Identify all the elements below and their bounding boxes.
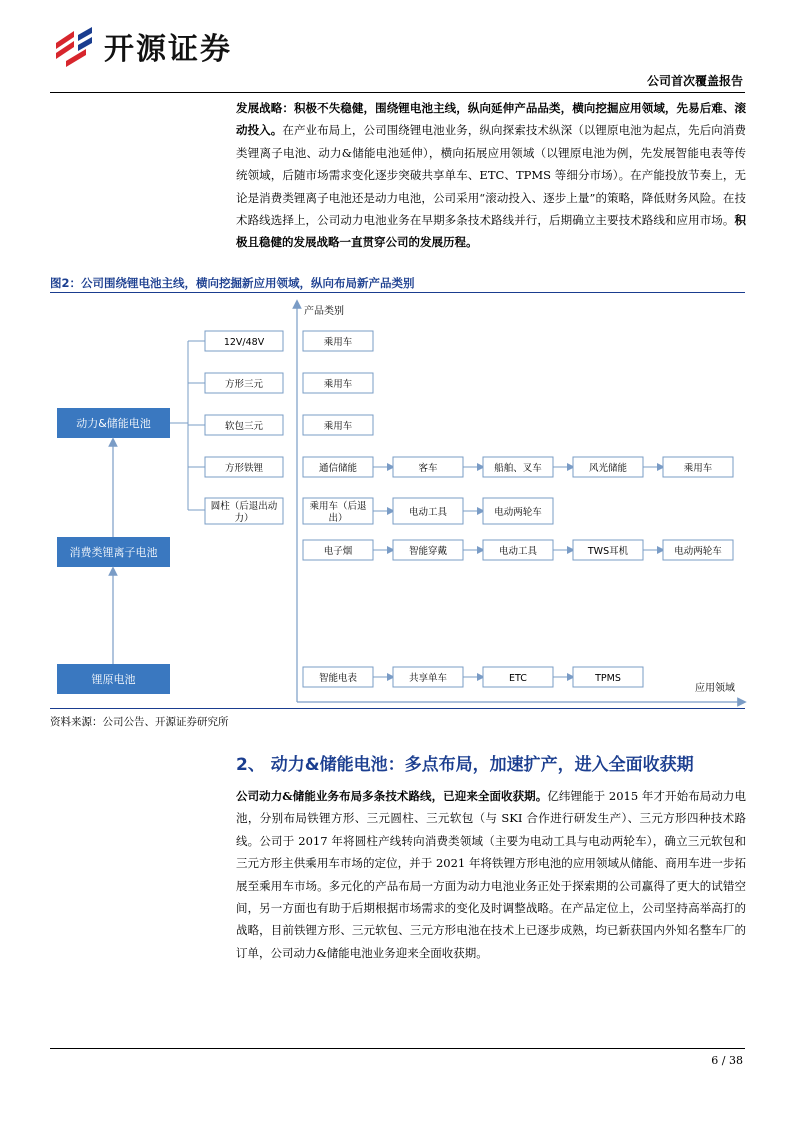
company-logo bbox=[52, 22, 232, 70]
figure-title: 图2：公司围绕锂电池主线，横向挖掘新应用领域，纵向布局新产品类别 bbox=[50, 276, 415, 290]
application-box bbox=[303, 498, 373, 524]
box-label: TPMS bbox=[595, 673, 621, 684]
main-box-power-storage bbox=[57, 408, 170, 438]
box-label: 12V/48V bbox=[223, 337, 265, 348]
company-name: 开源证券 bbox=[104, 32, 232, 67]
main-box-label: 消费类锂离子电池 bbox=[69, 546, 158, 559]
application-box bbox=[663, 540, 733, 560]
box-label: 电动两轮车 bbox=[494, 507, 542, 518]
box-label: 风光储能 bbox=[588, 463, 628, 474]
box-label: 智能电表 bbox=[318, 673, 358, 684]
box-label: 通信储能 bbox=[318, 463, 358, 474]
box-label: 圆柱（后退出动 bbox=[210, 501, 278, 512]
application-box bbox=[483, 498, 553, 524]
section-body: 亿纬锂能于 2015 年才开始布局动力电池，分别布局铁锂方形、三元圆柱、三元软包（与 SKI 合作进行研发生产）、三元方形四种技术路线。公司于 2017 年将圆柱产线转向消费类领域（主要为电动工具与电动两轮车），确立三元软包和三元方形主供乘用车市场的定位，并于 2021 年将铁锂方形电池的应用领域从储能、商用车进一步拓展至乘用车市场。多元化的产品布局一方面为动力电池业务正处于探索期的公司赢得了更大的试错空间，另一方面也有助于后期根据市场需求的变化及时调整战略。在产品定位上，公司坚持高举高打的战略，目前铁锂方形、三元软包、三元方形电池在技术上已逐步成熟，均已新获国内外知名整车厂的订单，公司动力&储能电池业务迎来全面收获期。 bbox=[236, 789, 746, 960]
application-box bbox=[303, 331, 373, 351]
strategy-lead: 发展战略：积极不失稳健，围绕锂电池主线，纵向延伸产品品类，横向挖掘应用领域，先易后难、滚动投入。 bbox=[236, 101, 746, 138]
main-box-label: 锂原电池 bbox=[91, 673, 136, 686]
box-label: 乘用车 bbox=[683, 463, 713, 474]
box-label: 船舶、叉车 bbox=[494, 463, 542, 474]
main-box-consumer-li-ion bbox=[57, 537, 170, 567]
application-box bbox=[303, 457, 373, 477]
application-box bbox=[663, 457, 733, 477]
application-box bbox=[393, 498, 463, 524]
sub-product-box bbox=[205, 415, 283, 435]
product-diagram bbox=[0, 294, 793, 714]
report-type-label: 公司首次覆盖报告 bbox=[646, 74, 743, 88]
application-box bbox=[303, 373, 373, 393]
application-box bbox=[393, 457, 463, 477]
x-axis-label: 应用领域 bbox=[695, 683, 735, 694]
box-label: 力） bbox=[234, 513, 254, 524]
box-label: 电动两轮车 bbox=[674, 546, 722, 557]
box-label: 乘用车 bbox=[323, 379, 353, 390]
figure-top-rule bbox=[50, 292, 745, 293]
application-box bbox=[573, 457, 643, 477]
y-axis-label: 产品类别 bbox=[304, 306, 344, 317]
box-label: 乘用车 bbox=[323, 421, 353, 432]
box-label: 电子烟 bbox=[323, 546, 353, 557]
header-divider bbox=[50, 92, 745, 93]
sub-product-box bbox=[205, 457, 283, 477]
application-box bbox=[393, 667, 463, 687]
figure-source: 资料来源：公司公告、开源证券研究所 bbox=[50, 716, 229, 728]
strategy-paragraph bbox=[236, 97, 746, 254]
box-label: 客车 bbox=[418, 463, 438, 474]
page-number: 6 / 38 bbox=[711, 1054, 743, 1067]
box-label: 出） bbox=[328, 513, 348, 524]
main-box-primary-lithium bbox=[57, 664, 170, 694]
application-box bbox=[303, 415, 373, 435]
figure-bottom-rule bbox=[50, 708, 745, 709]
box-label: 共享单车 bbox=[408, 673, 448, 684]
sub-product-box bbox=[205, 331, 283, 351]
section-title: 2、 动力&储能电池：多点布局，加速扩产，进入全面收获期 bbox=[236, 755, 694, 775]
box-label: 智能穿戴 bbox=[408, 546, 448, 557]
box-label: TWS耳机 bbox=[587, 546, 629, 557]
section-lead: 公司动力&储能业务布局多条技术路线，已迎来全面收获期。 bbox=[236, 789, 548, 803]
application-box bbox=[483, 540, 553, 560]
box-label: 乘用车 bbox=[323, 337, 353, 348]
application-box bbox=[393, 540, 463, 560]
application-box bbox=[303, 667, 373, 687]
sub-product-box bbox=[205, 498, 283, 524]
box-label: ETC bbox=[509, 673, 527, 684]
footer-divider bbox=[50, 1048, 745, 1049]
section-paragraph bbox=[236, 785, 746, 964]
sub-product-box bbox=[205, 373, 283, 393]
box-label: 乘用车（后退 bbox=[309, 501, 367, 512]
strategy-tail: 积极且稳健的发展战略一直贯穿公司的发展历程。 bbox=[236, 213, 746, 250]
strategy-body: 在产业布局上，公司围绕锂电池业务，纵向探索技术纵深（以锂原电池为起点，先后向消费类锂离子电池、动力&储能电池延伸），横向拓展应用领域（以锂原电池为例，先发展智能电表等传统领域，后随市场需求变化逐步突破共享单车、ETC、TPMS 等细分市场）。在产能投放节奏上，无论是消费类锂离子电池还是动力电池，公司采用“滚动投入、逐步上量”的策略，降低财务风险。在技术路线选择上，公司动力电池业务在早期多条技术路线并行，后期确立主要技术路线和应用市场。 bbox=[236, 123, 746, 228]
sub-product-bracket bbox=[170, 341, 205, 510]
application-box bbox=[483, 667, 553, 687]
box-label: 电动工具 bbox=[408, 507, 448, 518]
box-label: 电动工具 bbox=[498, 546, 538, 557]
main-box-label: 动力&储能电池 bbox=[76, 417, 151, 430]
application-box bbox=[303, 540, 373, 560]
box-label: 方形三元 bbox=[224, 379, 264, 390]
box-label: 软包三元 bbox=[224, 421, 264, 432]
logo-mark-icon bbox=[52, 23, 96, 69]
application-box bbox=[573, 540, 643, 560]
box-label: 方形铁锂 bbox=[224, 463, 264, 474]
application-box bbox=[573, 667, 643, 687]
application-box bbox=[483, 457, 553, 477]
